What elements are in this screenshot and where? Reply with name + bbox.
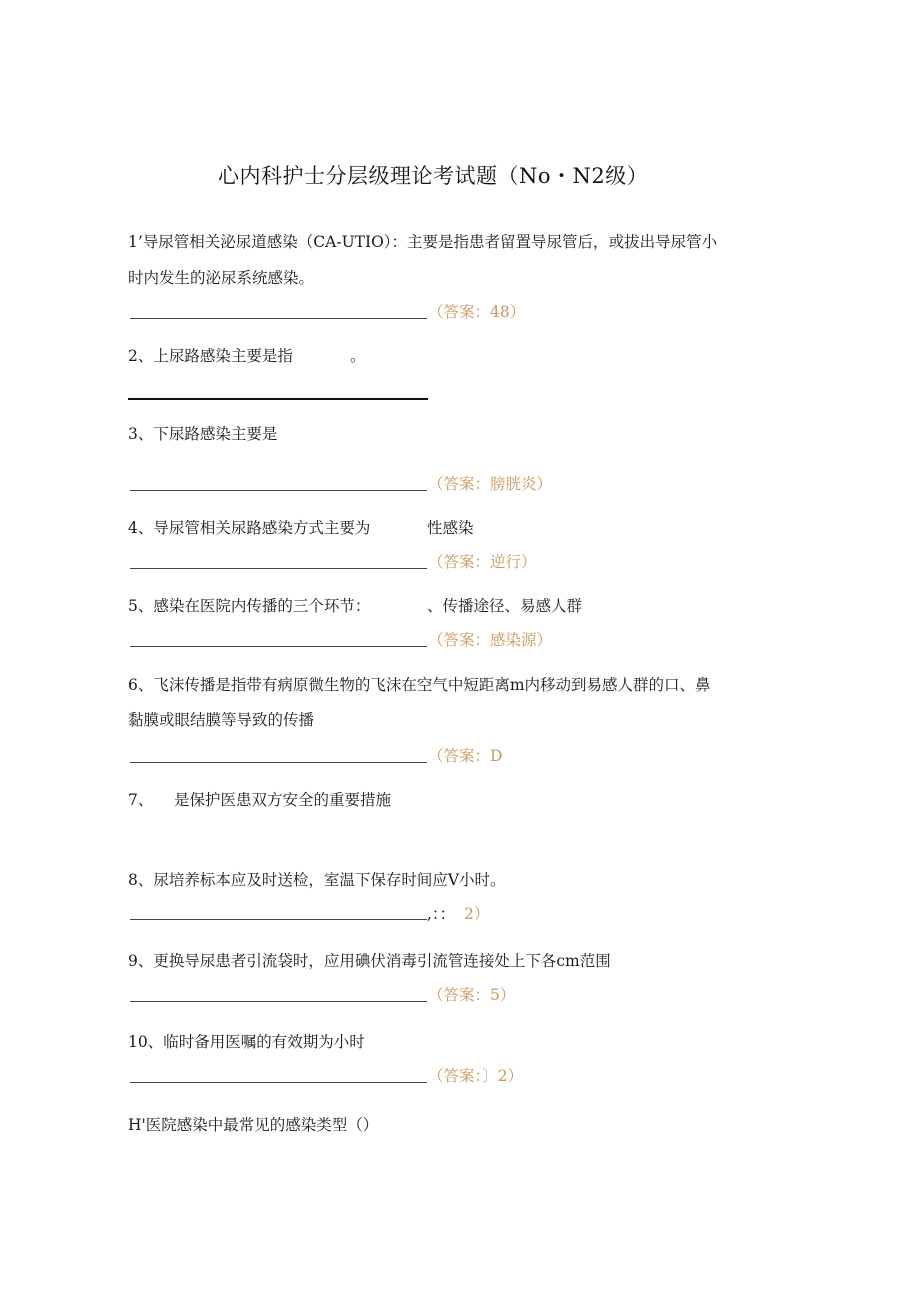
question-2: 2、上尿路感染主要是指 — [128, 347, 293, 365]
answer-3: （答案：膀胱炎） — [428, 475, 553, 493]
answer-blank-6 — [130, 762, 427, 763]
question-7-number: 7、 — [128, 791, 154, 809]
question-5: 5、感染在医院内传播的三个环节： — [128, 597, 371, 615]
question-1-line1: 1’导尿管相关泌尿道感染（CA-UTIO）：主要是指患者留置导尿管后，或拔出导尿管小 — [128, 233, 718, 251]
question-4-tail: 性感染 — [427, 519, 474, 537]
question-10: 10、临时备用医嘱的有效期为小时 — [128, 1033, 365, 1051]
question-2-tail: 。 — [350, 347, 366, 365]
answer-4: （答案：逆行） — [428, 553, 537, 571]
answer-5: （答案：感染源） — [428, 631, 553, 649]
answer-8: 2） — [464, 905, 490, 923]
question-1-line2: 时内发生的泌尿系统感染。 — [128, 269, 315, 287]
answer-10: （答案：〕2） — [428, 1067, 524, 1085]
question-4: 4、导尿管相关尿路感染方式主要为 — [128, 519, 371, 537]
page-title: 心内科护士分层级理论考试题（No・N2级） — [218, 164, 649, 188]
answer-blank-1 — [130, 318, 427, 319]
question-11: H'医院感染中最常见的感染类型（） — [128, 1116, 379, 1134]
answer-6: （答案：D — [428, 747, 503, 765]
answer-1: （答案：48） — [428, 303, 526, 321]
question-5-tail: 、传播途径、易感人群 — [427, 597, 583, 615]
answer-blank-8 — [130, 919, 427, 920]
answer-8-prefix: ,：： — [427, 905, 456, 923]
answer-blank-10 — [130, 1082, 427, 1083]
answer-blank-9 — [130, 1001, 427, 1002]
question-9: 9、更换导尿患者引流袋时，应用碘伏消毒引流管连接处上下各cm范围 — [128, 952, 611, 970]
question-6-line2: 黏膜或眼结膜等导致的传播 — [128, 711, 315, 729]
answer-blank-3 — [130, 490, 427, 491]
answer-9: （答案：5） — [428, 986, 516, 1004]
question-3: 3、下尿路感染主要是 — [128, 425, 278, 443]
answer-blank-5 — [130, 646, 427, 647]
question-6-line1: 6、飞沫传播是指带有病原微生物的飞沫在空气中短距离m内移动到易感人群的口、鼻 — [128, 676, 711, 694]
question-8: 8、尿培养标本应及时送检，室温下保存时间应V小时。 — [128, 871, 506, 889]
question-7: 是保护医患双方安全的重要措施 — [174, 791, 392, 809]
answer-blank-2 — [128, 398, 428, 400]
answer-blank-4 — [130, 568, 427, 569]
